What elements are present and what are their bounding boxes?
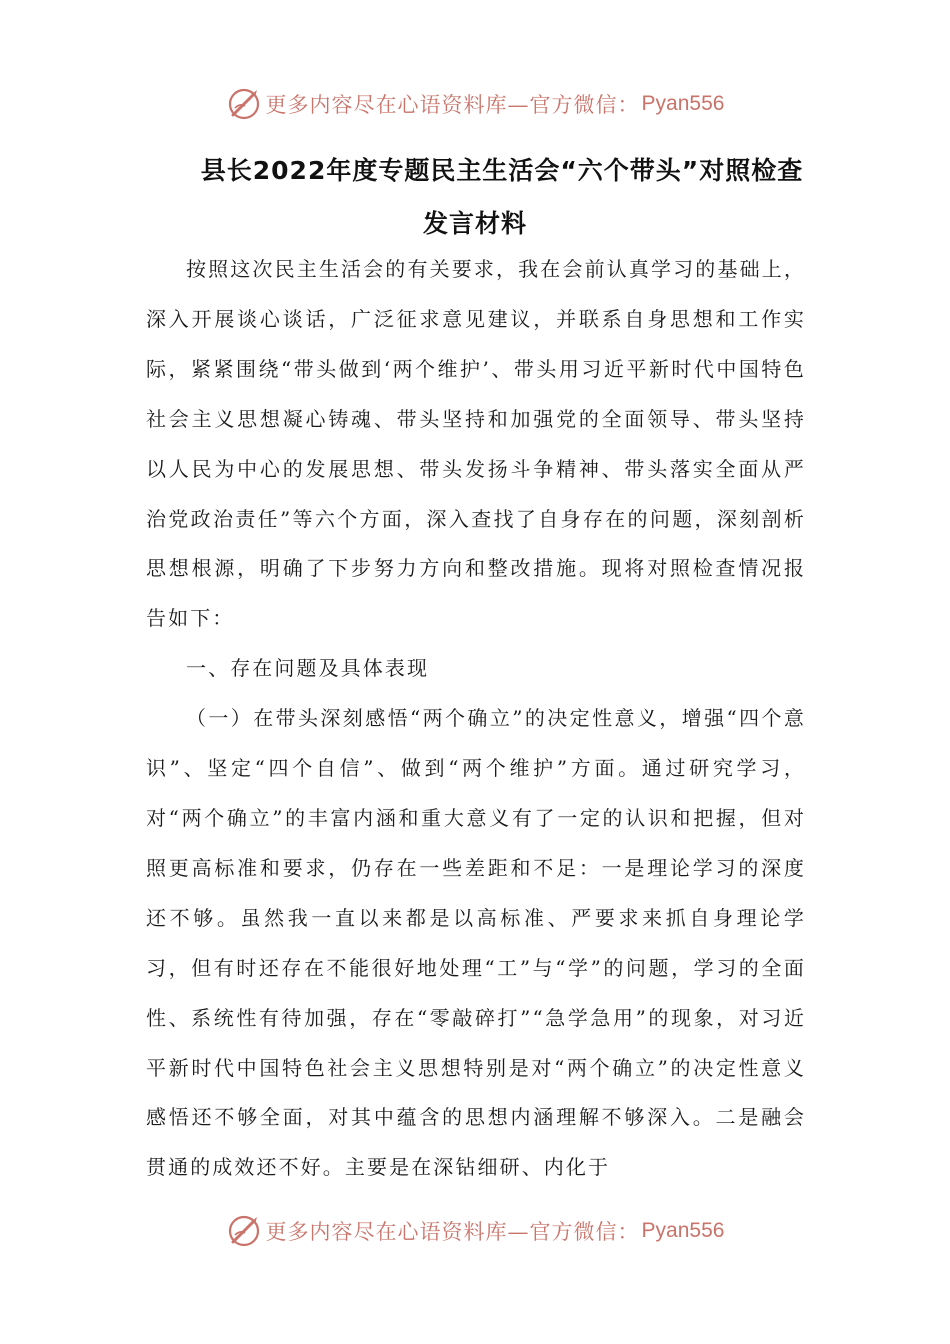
document-body: [146, 245, 806, 1193]
watermark-header: [0, 84, 950, 124]
watermark-text: 更多内容尽在心语资料库—官方微信：: [265, 93, 640, 117]
document-title-line2: 发言材料: [422, 209, 527, 238]
document-title-line1: 县长2022年度专题民主生活会“六个带头”对照检查: [200, 156, 804, 185]
paragraph-intro: 按照这次民主生活会的有关要求，我在会前认真学习的基础上，深入开展谈心谈话，广泛征求意见建议，并联系自身思想和工作实际，紧紧围绕“带头做到‘两个维护’、带头用习近平新时代中国特色社会主义思想凝心铸魂、带头坚持和加强党的全面领导、带头坚持以人民为中心的发展思想、带头发扬斗争精神、带头落实全面从严治党政治责任”等六个方面，深入查找了自身存在的问题，深刻剖析思想根源，明确了下步努力方向和整改措施。现将对照检查情况报告如下：: [146, 257, 806, 631]
watermark-text: 更多内容尽在心语资料库—官方微信：: [265, 1220, 640, 1244]
paragraph-subsection-1: （一）在带头深刻感悟“两个确立”的决定性意义，增强“四个意识”、坚定“四个自信”、做到“两个维护”方面。通过研究学习，对“两个确立”的丰富内涵和重大意义有了一定的认识和把握，但对照更高标准和要求，仍存在一些差距和不足：一是理论学习的深度还不够。虽然我一直以来都是以高标准、严要求来抓自身理论学习，但有时还存在不能很好地处理“工”与“学”的问题，学习的全面性、系统性有待加强，存在“零敲碎打”“急学急用”的现象，对习近平新时代中国特色社会主义思想特别是对“两个确立”的决定性意义感悟还不够全面，对其中蕴含的思想内涵理解不够深入。二是融会贯通的成效还不好。主要是在深钻细研、内化于: [146, 706, 806, 1180]
pen-logo-icon: [226, 1213, 262, 1249]
watermark-id: Pyan556: [641, 1219, 725, 1242]
watermark-id: Pyan556: [641, 92, 725, 115]
watermark-footer: [0, 1211, 950, 1251]
pen-logo-icon: [226, 86, 262, 122]
section-heading: 一、存在问题及具体表现: [186, 656, 430, 681]
